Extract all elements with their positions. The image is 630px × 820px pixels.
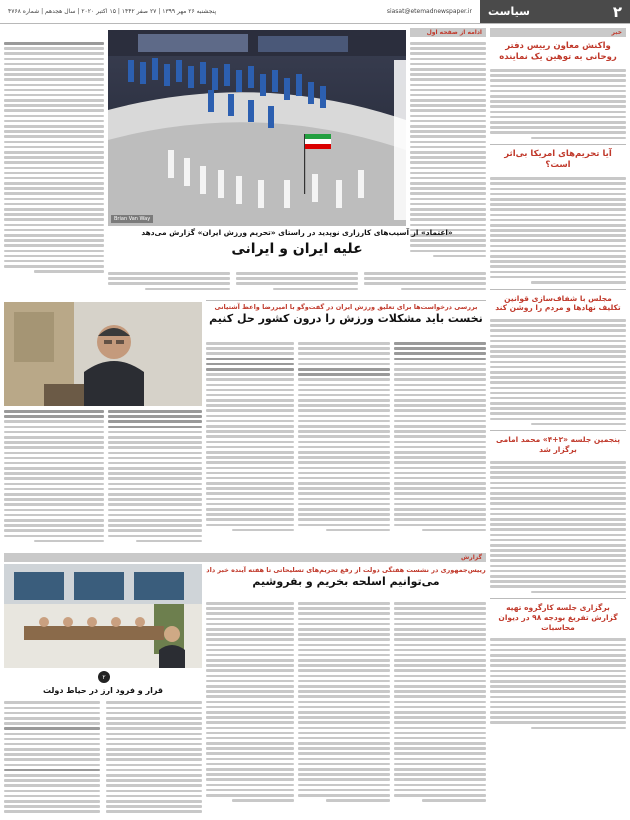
cabinet-photo [4,564,202,668]
story-body [490,459,626,595]
story-title[interactable]: مجلس با شفاف‌سازی قوانین تکلیف نهادها و مردم را روشن کند [495,293,621,313]
bottom-body-col1 [206,600,294,816]
divider [490,598,626,599]
divider [490,289,626,290]
story-title[interactable]: برگزاری جلسه کارگروه تهیه گزارش تفریغ بودجه ۹۸ در دیوان محاسبات [498,603,618,632]
interview-kicker: بررسی درخواست‌ها برای تعلیق ورزش ایران در گفت‌وگو با امیررضا واعظ آشتیانی [214,303,478,311]
meeting-image [4,564,202,668]
bottom-body-col2 [298,600,390,816]
interview-photo [4,302,202,406]
story-body [490,317,626,427]
divider [490,430,626,431]
header-meta [0,0,480,23]
bottom-body-col3 [394,600,486,816]
olympic-parade-image [108,30,406,226]
top-story-tag-wrap [410,28,486,37]
page-header [0,0,630,24]
left-bottom-story [4,686,202,816]
top-story-headline [108,228,486,270]
interview-body-col3 [394,340,486,550]
story-title[interactable]: واکنش معاون رییس دفتر روحانی به توهین یک نماینده [499,41,617,63]
left-story-title[interactable]: قرار و فرود ارز در حیاط دولت [42,686,164,695]
bottom-story-tag: گزارش [4,553,486,562]
bottom-story-headline [206,566,486,598]
news-tag: خبر [490,28,626,37]
page-marker: ۲ [98,671,110,683]
bottom-story-tag-wrap [4,553,486,562]
bottom-story-title[interactable]: می‌توانیم اسلحه بخریم و بفروشیم [252,575,440,589]
dateline: پنجشنبه ۲۶ مهر ۱۳۹۹ | ۲۷ صفر ۱۴۴۲ | ۱۵ اکتبر ۲۰۲۰ | سال هجدهم | شماره ۴۷۶۸ [8,8,217,15]
photo-credit: Brian Van Way [111,215,153,223]
website[interactable]: siasat@etemadnewspaper.ir [386,8,472,15]
story-body [490,67,626,141]
interview-title[interactable]: نخست باید مشکلات ورزش را درون کشور حل کنیم [209,312,483,326]
stadium-photo [108,30,406,226]
top-story-body [108,270,486,298]
left-top-column [4,40,104,290]
interview-caption-text [108,408,202,550]
story-body [490,175,626,285]
story-title[interactable]: پنجمین جلسه «۲+۴» محمد امامی برگزار شد [495,435,621,455]
page-number: ۲ [612,2,622,21]
portrait-image [4,302,202,406]
top-story-kicker: «اعتماد» از آسیب‌های کارزاری نوپدید در راستای «تحریم ورزش ایران» گزارش می‌دهد [141,228,453,237]
top-story-title[interactable]: علیه ایران و ایرانی [231,240,363,257]
interview-body-col1 [206,340,294,550]
right-column [490,28,626,816]
interview-headline [206,300,486,336]
interview-body-col2 [298,340,390,550]
interview-left-text [4,408,104,550]
section-banner [480,0,630,23]
bottom-story-kicker: رییس‌جمهوری در نشست هفتگی دولت از رفع تحریم‌های تسلیحاتی تا هفته آینده خبر داد [206,566,486,574]
top-story-tag: ادامه از صفحه اول [410,28,486,37]
story-body [490,636,626,731]
section-title: سیاست [488,5,530,18]
divider [490,144,626,145]
story-title[interactable]: آیا تحریم‌های امریکا بی‌اثر است؟ [504,149,612,171]
